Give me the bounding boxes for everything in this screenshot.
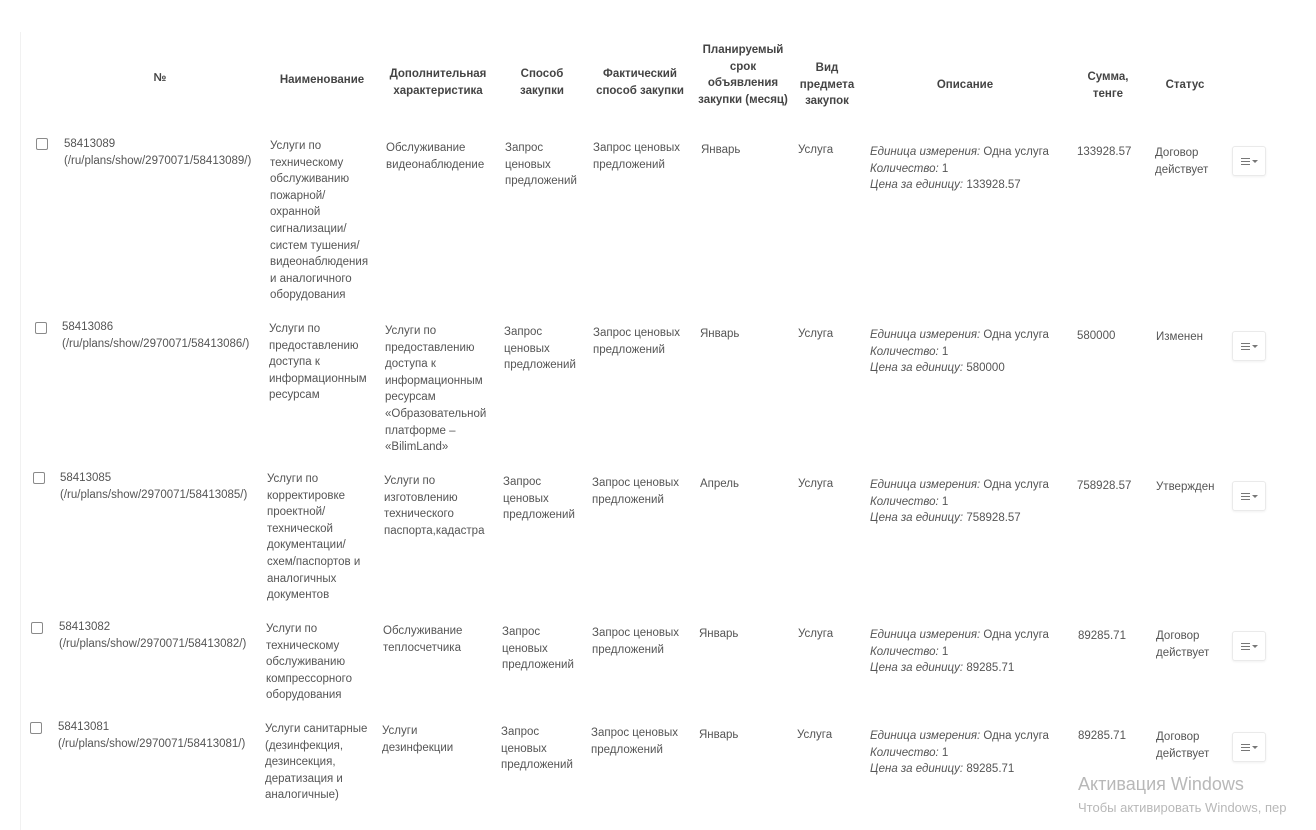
- row-name: Услуги по техническому обслуживанию компрессорного оборудования: [266, 623, 352, 702]
- row-sum: 89285.71: [1078, 630, 1126, 642]
- unit-label: Единица измерения:: [870, 730, 981, 742]
- menu-icon: [1241, 343, 1250, 350]
- row-number[interactable]: [62, 319, 262, 352]
- row-actual-method: Запрос ценовых предложений: [593, 327, 681, 356]
- header-extra: Дополнительная характеристика: [389, 68, 487, 97]
- qty-value: 1: [941, 345, 949, 358]
- row-status: Изменен: [1156, 331, 1203, 343]
- row-method: Запрос ценовых предложений: [502, 626, 574, 672]
- price-value: 89285.71: [966, 662, 1015, 675]
- row-actions-button[interactable]: [1232, 481, 1266, 511]
- qty-label: Количество:: [870, 162, 939, 175]
- row-description: [870, 144, 1070, 194]
- row-month: Апрель: [700, 478, 740, 490]
- unit-label: Единица измерения:: [870, 629, 981, 641]
- price-label: Цена за единицу:: [870, 763, 964, 776]
- row-name: Услуги по корректировке проектной/ технической документации/ схем/паспортов и аналогичных документов: [267, 473, 361, 602]
- row-extra: Услуги по предоставлению доступа к информационным ресурсам «Образовательной платформе – «BilimLand»: [385, 325, 487, 454]
- header-status: Статус: [1165, 79, 1205, 91]
- row-extra: Услуги дезинфекции: [382, 725, 454, 754]
- row-number[interactable]: [64, 136, 264, 169]
- row-actions-button[interactable]: [1232, 331, 1266, 361]
- row-subject: Услуга: [798, 478, 834, 490]
- row-link[interactable]: (/ru/plans/show/2970071/58413089/): [64, 154, 252, 167]
- caret-down-icon: [1252, 345, 1258, 348]
- row-actions-button[interactable]: [1232, 146, 1266, 176]
- row-subject: Услуга: [798, 628, 834, 640]
- unit-value: Одна услуга: [983, 629, 1049, 641]
- price-value: 89285.71: [966, 763, 1015, 776]
- caret-down-icon: [1252, 746, 1258, 749]
- row-description: [870, 627, 1070, 677]
- qty-value: 1: [941, 645, 949, 658]
- row-checkbox[interactable]: [33, 472, 45, 484]
- row-link[interactable]: (/ru/plans/show/2970071/58413086/): [62, 337, 250, 350]
- qty-label: Количество:: [870, 645, 939, 658]
- header-subject: Вид предмета закупок: [799, 62, 855, 107]
- unit-value: Одна услуга: [983, 730, 1049, 742]
- row-month: Январь: [701, 144, 741, 156]
- row-id: 58413089: [64, 138, 116, 150]
- unit-value: Одна услуга: [983, 146, 1049, 158]
- qty-value: 1: [941, 746, 949, 759]
- caret-down-icon: [1252, 645, 1258, 648]
- row-method: Запрос ценовых предложений: [501, 726, 573, 772]
- price-label: Цена за единицу:: [870, 512, 964, 525]
- header-planned-month: Планируемый срок объявления закупки (месяц): [698, 44, 788, 106]
- price-label: Цена за единицу:: [870, 179, 964, 192]
- qty-label: Количество:: [870, 746, 939, 759]
- unit-label: Единица измерения:: [870, 329, 981, 341]
- unit-label: Единица измерения:: [870, 479, 981, 491]
- qty-value: 1: [941, 495, 949, 508]
- row-actual-method: Запрос ценовых предложений: [592, 627, 680, 656]
- unit-label: Единица измерения:: [870, 146, 981, 158]
- row-id: 58413086: [62, 321, 114, 333]
- qty-label: Количество:: [870, 345, 939, 358]
- price-value: 133928.57: [966, 179, 1021, 192]
- row-name: Услуги санитарные (дезинфекция, дезинсекция, дератизация и аналогичные): [265, 723, 368, 802]
- row-method: Запрос ценовых предложений: [504, 326, 576, 372]
- qty-label: Количество:: [870, 495, 939, 508]
- row-actual-method: Запрос ценовых предложений: [592, 477, 680, 506]
- row-name: Услуги по техническому обслуживанию пожарной/ охранной сигнализации/ систем тушения/ видеонаблюдения и аналогичного оборудования: [270, 140, 369, 302]
- row-status: Договор действует: [1155, 147, 1209, 176]
- row-month: Январь: [699, 729, 739, 741]
- row-sum: 580000: [1077, 330, 1116, 342]
- header-sum: Сумма, тенге: [1087, 71, 1129, 100]
- row-actions-button[interactable]: [1232, 732, 1266, 762]
- row-subject: Услуга: [797, 729, 833, 741]
- row-number[interactable]: [60, 470, 260, 503]
- row-extra: Обслуживание теплосчетчика: [383, 625, 463, 654]
- row-link[interactable]: (/ru/plans/show/2970071/58413081/): [58, 737, 246, 750]
- header-method: Способ закупки: [520, 68, 564, 97]
- row-id: 58413085: [60, 472, 112, 484]
- unit-value: Одна услуга: [983, 329, 1049, 341]
- row-extra: Услуги по изготовлению технического паспорта,кадастра: [384, 475, 485, 537]
- qty-value: 1: [941, 162, 949, 175]
- menu-icon: [1241, 158, 1250, 165]
- row-link[interactable]: (/ru/plans/show/2970071/58413085/): [60, 488, 248, 501]
- row-name: Услуги по предоставлению доступа к информационным ресурсам: [269, 323, 367, 402]
- row-checkbox[interactable]: [30, 722, 42, 734]
- row-checkbox[interactable]: [31, 622, 43, 634]
- row-actual-method: Запрос ценовых предложений: [593, 142, 681, 171]
- row-link[interactable]: (/ru/plans/show/2970071/58413082/): [59, 637, 247, 650]
- row-subject: Услуга: [798, 144, 834, 156]
- header-number: №: [153, 72, 167, 84]
- row-id: 58413082: [59, 621, 111, 633]
- menu-icon: [1241, 744, 1250, 751]
- unit-value: Одна услуга: [983, 479, 1049, 491]
- caret-down-icon: [1252, 495, 1258, 498]
- menu-icon: [1241, 493, 1250, 500]
- header-actual-method: Фактический способ закупки: [596, 68, 684, 97]
- row-month: Январь: [700, 328, 740, 340]
- price-label: Цена за единицу:: [870, 362, 964, 375]
- header-name: Наименование: [279, 74, 365, 86]
- menu-icon: [1241, 643, 1250, 650]
- price-value: 580000: [966, 362, 1005, 375]
- row-checkbox[interactable]: [36, 138, 48, 150]
- price-value: 758928.57: [966, 512, 1021, 525]
- windows-activation-watermark-subtitle: Чтобы активировать Windows, пер: [1078, 800, 1287, 815]
- row-subject: Услуга: [798, 328, 834, 340]
- row-method: Запрос ценовых предложений: [503, 476, 575, 522]
- row-actual-method: Запрос ценовых предложений: [591, 727, 679, 756]
- row-sum: 89285.71: [1078, 730, 1126, 742]
- row-actions-button[interactable]: [1232, 631, 1266, 661]
- row-sum: 758928.57: [1077, 480, 1132, 492]
- row-id: 58413081: [58, 721, 110, 733]
- row-number[interactable]: [59, 619, 259, 652]
- row-description: [870, 327, 1070, 377]
- row-status: Утвержден: [1156, 481, 1215, 493]
- header-description: Описание: [936, 79, 994, 91]
- row-description: [870, 728, 1070, 778]
- caret-down-icon: [1252, 160, 1258, 163]
- row-description: [870, 477, 1070, 527]
- row-checkbox[interactable]: [35, 322, 47, 334]
- row-status: Договор действует: [1156, 731, 1210, 760]
- row-method: Запрос ценовых предложений: [505, 142, 577, 188]
- row-number[interactable]: [58, 719, 258, 752]
- table-left-border: [20, 32, 21, 830]
- row-extra: Обслуживание видеонаблюдение: [386, 142, 485, 171]
- row-month: Январь: [699, 628, 739, 640]
- row-sum: 133928.57: [1077, 146, 1132, 158]
- windows-activation-watermark-title: Активация Windows: [1078, 774, 1244, 794]
- price-label: Цена за единицу:: [870, 662, 964, 675]
- row-status: Договор действует: [1156, 630, 1210, 659]
